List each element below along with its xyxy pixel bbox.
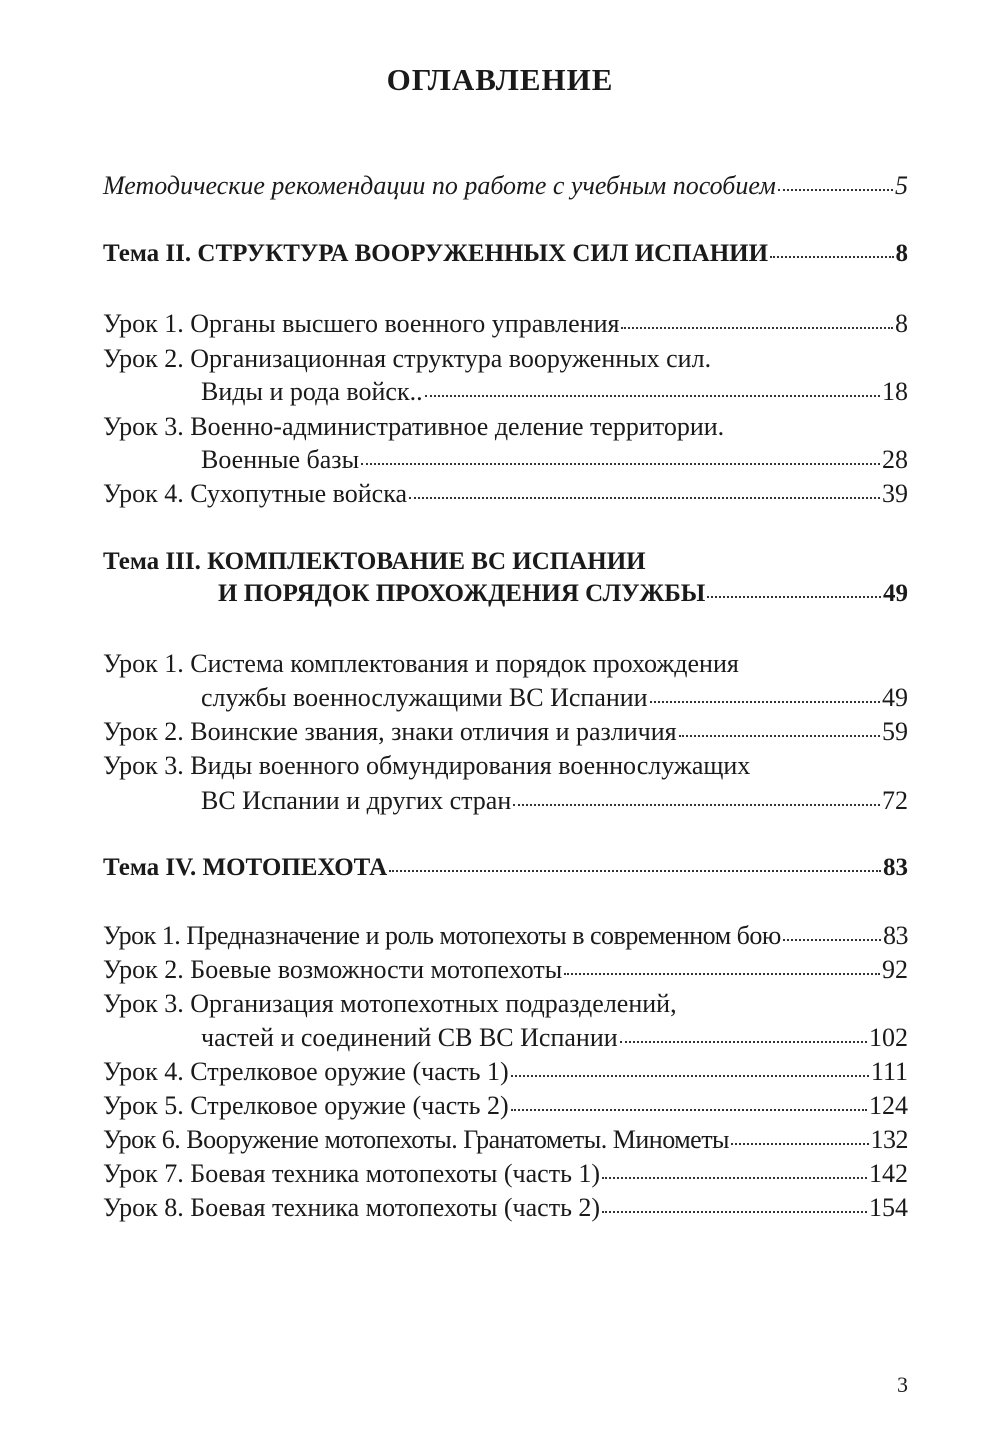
leader-dots <box>707 595 881 598</box>
leader-dots <box>425 394 880 397</box>
lesson-label: Урок 4. <box>103 1057 184 1086</box>
toc-lesson <box>201 376 908 408</box>
lesson-title: Стрелковое оружие (часть 2) <box>190 1091 509 1120</box>
entry-page: 8 <box>895 240 908 267</box>
toc-lesson-line1 <box>103 648 739 680</box>
topic-heading: Тема II. СТРУКТУРА ВООРУЖЕННЫХ СИЛ ИСПАНИИ <box>103 240 769 267</box>
entry-page: 72 <box>882 786 908 815</box>
leader-dots <box>513 803 880 806</box>
lesson-label: Урок 6. <box>103 1125 181 1154</box>
lesson-label: Урок 8. <box>103 1193 184 1222</box>
toc-topic-2 <box>103 238 908 270</box>
leader-dots <box>731 1142 868 1145</box>
entry-page: 83 <box>883 921 908 950</box>
entry-page: 5 <box>895 171 908 200</box>
toc-lesson <box>103 1056 908 1088</box>
toc-lesson <box>103 478 908 510</box>
lesson-title: Воинские звания, знаки отличия и различия <box>190 717 677 746</box>
lesson-label: Урок 2. <box>103 344 184 373</box>
topic-heading: Тема IV. МОТОПЕХОТА <box>103 854 388 881</box>
lesson-title: Вооружение мотопехоты. Гранатометы. Минометы <box>186 1125 730 1154</box>
topic-heading: И ПОРЯДОК ПРОХОЖДЕНИЯ СЛУЖБЫ <box>218 580 706 607</box>
page-title: ОГЛАВЛЕНИЕ <box>386 62 614 97</box>
toc-lesson-line1 <box>103 988 677 1020</box>
lesson-title: частей и соединений СВ ВС Испании <box>201 1023 618 1052</box>
lesson-title-line1: Организация мотопехотных подразделений, <box>190 989 677 1018</box>
toc-lesson <box>201 682 908 714</box>
page-number: 3 <box>897 1372 908 1397</box>
lesson-label: Урок 1. <box>103 309 184 338</box>
toc-lesson <box>201 444 908 476</box>
entry-page: 83 <box>883 854 908 881</box>
entry-page: 124 <box>869 1091 908 1120</box>
lesson-label: Урок 1. <box>103 649 184 678</box>
toc-lesson <box>103 1192 908 1224</box>
lesson-label: Урок 2. <box>103 717 184 746</box>
lesson-label: Урок 7. <box>103 1159 184 1188</box>
toc-entry-intro <box>103 170 908 202</box>
entry-page: 132 <box>870 1125 908 1154</box>
toc-lesson <box>201 785 908 817</box>
toc-lesson <box>103 308 908 340</box>
leader-dots <box>783 938 881 941</box>
toc-topic-3-line1: Тема III. КОМПЛЕКТОВАНИЕ ВС ИСПАНИИ <box>103 548 646 575</box>
leader-dots <box>602 1210 867 1213</box>
leader-dots <box>511 1074 869 1077</box>
toc-lesson <box>103 1124 908 1156</box>
entry-page: 102 <box>869 1023 908 1052</box>
entry-page: 154 <box>869 1193 908 1222</box>
lesson-title: ВС Испании и других стран <box>201 786 512 815</box>
leader-dots <box>602 1176 867 1179</box>
leader-dots <box>679 734 880 737</box>
leader-dots <box>511 1108 867 1111</box>
entry-page: 8 <box>895 309 908 338</box>
entry-page: 28 <box>882 445 908 474</box>
toc-topic-4 <box>103 852 908 884</box>
lesson-title: Сухопутные войска <box>190 479 407 508</box>
lesson-title-line1: Система комплектования и порядок прохождения <box>190 649 739 678</box>
lesson-label: Урок 5. <box>103 1091 184 1120</box>
toc-lesson-line1 <box>103 343 711 375</box>
lesson-title: Виды и рода войск.. <box>201 377 423 406</box>
leader-dots <box>778 188 893 191</box>
entry-page: 92 <box>882 955 908 984</box>
toc-lesson <box>201 1022 908 1054</box>
toc-topic-3 <box>218 578 908 610</box>
toc-lesson-line1 <box>103 411 724 443</box>
lesson-label: Урок 4. <box>103 479 184 508</box>
lesson-label: Урок 3. <box>103 412 184 441</box>
lesson-title-line1: Организационная структура вооруженных сил. <box>190 344 712 373</box>
leader-dots <box>389 869 881 872</box>
toc-lesson <box>103 1158 908 1190</box>
leader-dots <box>770 255 893 258</box>
leader-dots <box>620 1040 867 1043</box>
entry-page: 111 <box>870 1057 908 1086</box>
leader-dots <box>361 462 880 465</box>
entry-page: 18 <box>882 377 908 406</box>
entry-page: 49 <box>883 580 908 607</box>
toc-lesson <box>103 920 908 952</box>
lesson-title: Органы высшего военного управления <box>190 309 620 338</box>
entry-text: Методические рекомендации по работе с учебным пособием <box>103 171 776 200</box>
lesson-label: Урок 3. <box>103 751 184 780</box>
toc-lesson <box>103 954 908 986</box>
leader-dots <box>621 326 893 329</box>
entry-page: 59 <box>882 717 908 746</box>
lesson-label: Урок 2. <box>103 955 184 984</box>
entry-page: 142 <box>869 1159 908 1188</box>
lesson-title: Военные базы <box>201 445 360 474</box>
lesson-title: Боевая техника мотопехоты (часть 2) <box>190 1193 601 1222</box>
leader-dots <box>650 700 880 703</box>
entry-page: 49 <box>882 683 908 712</box>
leader-dots <box>409 496 880 499</box>
lesson-title: Стрелковое оружие (часть 1) <box>190 1057 509 1086</box>
lesson-title: Боевая техника мотопехоты (часть 1) <box>190 1159 601 1188</box>
lesson-label: Урок 1. <box>103 921 181 950</box>
leader-dots <box>564 972 880 975</box>
toc-lesson-line1 <box>103 750 750 782</box>
lesson-title-line1: Виды военного обмундирования военнослужащих <box>190 751 751 780</box>
lesson-title-line1: Военно-административное деление территории. <box>190 412 725 441</box>
lesson-title: Боевые возможности мотопехоты <box>190 955 563 984</box>
toc-lesson <box>103 1090 908 1122</box>
lesson-label: Урок 3. <box>103 989 184 1018</box>
entry-page: 39 <box>882 479 908 508</box>
toc-lesson <box>103 716 908 748</box>
lesson-title: службы военнослужащими ВС Испании <box>201 683 648 712</box>
lesson-title: Предназначение и роль мотопехоты в современном бою <box>186 921 781 950</box>
